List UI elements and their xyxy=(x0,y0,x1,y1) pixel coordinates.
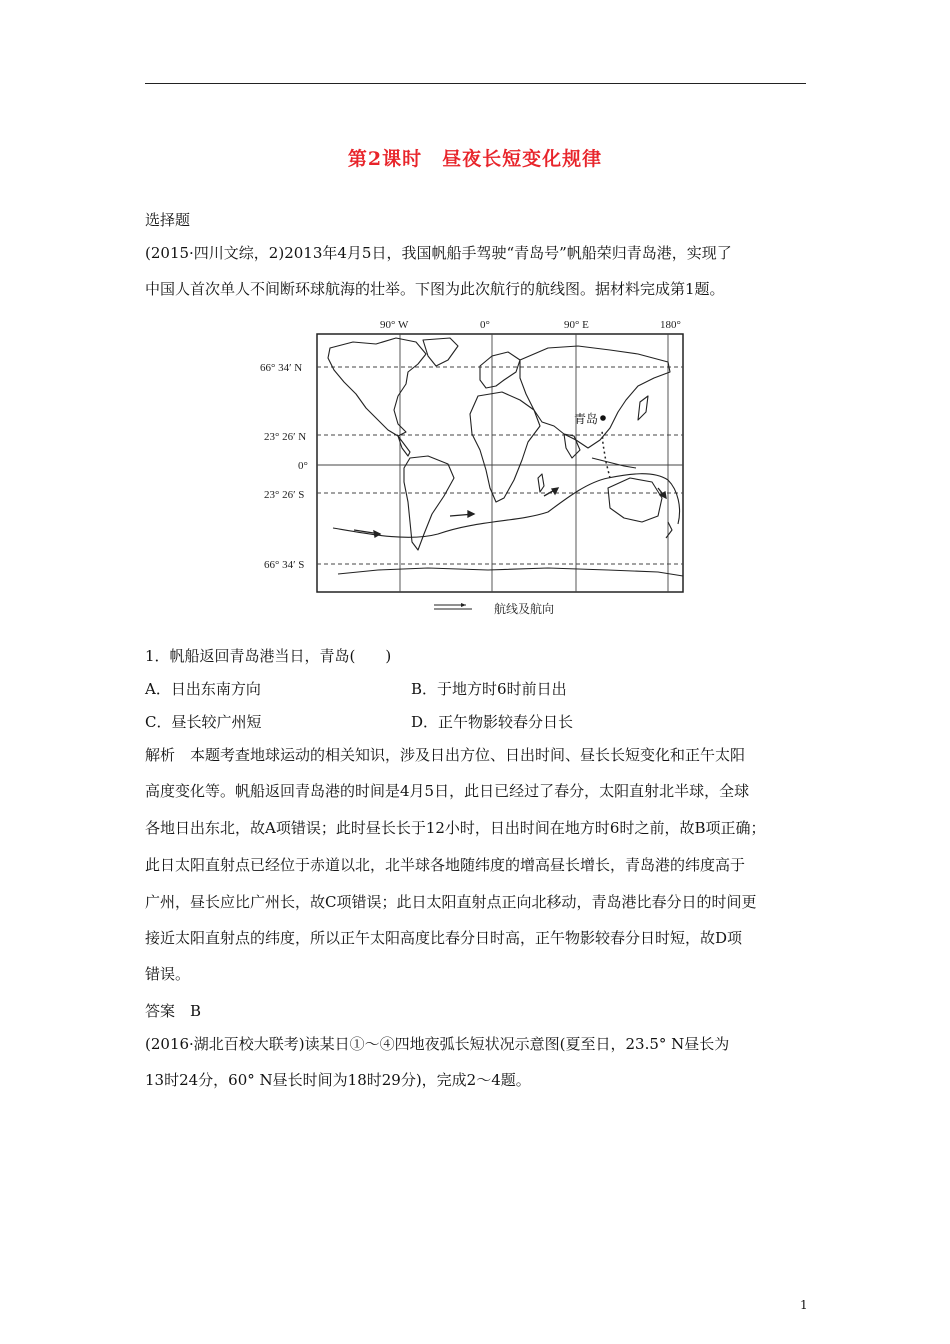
next-intro-line-2: 13时24分，60° N昼长时间为18时29分)，完成2～4题。 xyxy=(145,1071,531,1089)
analysis-line-2: 高度变化等。帆船返回青岛港的时间是4月5日，此日已经过了春分，太阳直射北半球，全球 xyxy=(145,782,750,800)
section-heading: 选择题 xyxy=(145,211,191,229)
question-stem: 1．帆船返回青岛港当日，青岛( ) xyxy=(145,647,392,665)
intro-line-1: (2015·四川文综，2)2013年4月5日，我国帆船手驾驶“青岛号”帆船荣归青岛港，实现了 xyxy=(145,244,732,262)
legend-label: 航线及航向 xyxy=(494,602,555,616)
lat-label-0: 0° xyxy=(298,460,308,472)
lon-label-90e: 90° E xyxy=(564,319,589,331)
analysis-line-4: 此日太阳直射点已经位于赤道以北，北半球各地随纬度的增高昼长增长，青岛港的纬度高于 xyxy=(145,856,746,874)
analysis-line-1: 解析 本题考查地球运动的相关知识，涉及日出方位、日出时间、昼长长短变化和正午太阳 xyxy=(145,746,746,764)
header-rule xyxy=(145,83,806,84)
lon-label-180: 180° xyxy=(660,319,681,331)
lat-label-23n: 23° 26′ N xyxy=(264,431,307,443)
page-title: 第2课时 昼夜长短变化规律 xyxy=(347,148,603,170)
lon-label-0: 0° xyxy=(480,319,490,331)
page-number: 1 xyxy=(800,1298,808,1312)
analysis-line-5: 广州，昼长应比广州长，故C项错误；此日太阳直射点正向北移动，青岛港比春分日的时间更 xyxy=(145,893,757,911)
option-c: C．昼长较广州短 xyxy=(145,713,262,731)
option-b: B．于地方时6时前日出 xyxy=(411,680,567,698)
next-intro-line-1: (2016·湖北百校大联考)读某日①～④四地夜弧长短状况示意图(夏至日，23.5° N昼长为 xyxy=(145,1035,730,1053)
map-legend xyxy=(434,601,554,616)
lat-label-66s: 66° 34′ S xyxy=(264,559,305,571)
qingdao-marker xyxy=(600,415,606,421)
analysis-line-7: 错误。 xyxy=(145,965,191,983)
answer: 答案 B xyxy=(145,1002,202,1020)
qingdao-label: 青岛 xyxy=(574,412,599,426)
analysis-line-3: 各地日出东北，故A项错误；此时昼长长于12小时，日出时间在地方时6时之前，故B项正确； xyxy=(145,819,766,837)
lat-label-66n: 66° 34′ N xyxy=(260,362,303,374)
analysis-line-6: 接近太阳直射点的纬度，所以正午太阳高度比春分日时高，正午物影较春分日时短，故D项 xyxy=(145,929,743,947)
option-d: D．正午物影较春分日长 xyxy=(411,713,574,731)
lon-label-90w: 90° W xyxy=(380,319,409,331)
route-map xyxy=(258,312,698,622)
intro-line-2: 中国人首次单人不间断环球航海的壮举。下图为此次航行的航线图。据材料完成第1题。 xyxy=(145,280,725,298)
lat-label-23s: 23° 26′ S xyxy=(264,489,305,501)
option-a: A．日出东南方向 xyxy=(145,680,261,698)
